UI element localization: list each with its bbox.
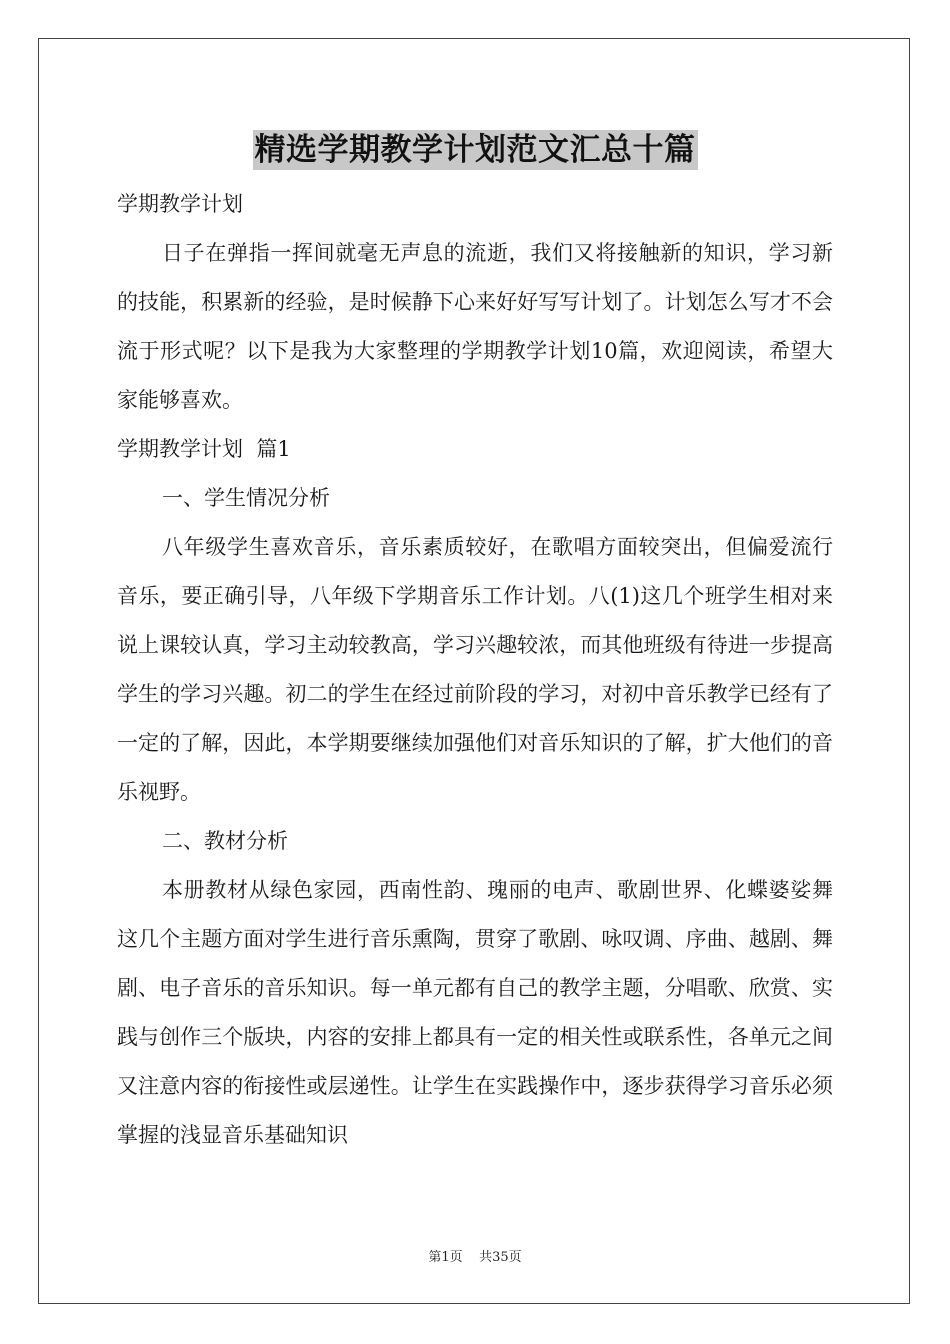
page-number: 第1页 共35页 [428, 1250, 522, 1265]
part2-paragraph: 本册教材从绿色家园，西南性韵、瑰丽的电声、歌剧世界、化蝶婆娑舞这几个主题方面对学生进行音乐熏陶，贯穿了歌剧、咏叹调、序曲、越剧、舞剧、电子音乐的音乐知识。每一单元都有自己的教学主题，分唱歌、欣赏、实践与创作三个版块，内容的安排上都具有一定的相关性或联系性，各单元之间又注意内容的衔接性或层递性。让学生在实践操作中，逐步获得学习音乐必须掌握的浅显音乐基础知识 [117, 878, 833, 1147]
part1-heading: 一、学生情况分析 [162, 486, 330, 510]
page-footer [0, 1246, 950, 1265]
part1-paragraph: 八年级学生喜欢音乐，音乐素质较好，在歌唱方面较突出，但偏爱流行音乐，要正确引导，八年级下学期音乐工作计划。八(1)这几个班学生相对来说上课较认真，学习主动较教高，学习兴趣较浓，而其他班级有待进一步提高学生的学习兴趣。初二的学生在经过前阶段的学习，对初中音乐教学已经有了一定的了解，因此，本学期要继续加强他们对音乐知识的了解，扩大他们的音乐视野。 [117, 535, 833, 804]
title-container [0, 130, 950, 170]
document-heading: 学期教学计划 [117, 192, 243, 216]
section-title: 学期教学计划 篇1 [117, 437, 291, 461]
part2-heading: 二、教材分析 [162, 829, 288, 853]
intro-paragraph: 日子在弹指一挥间就毫无声息的流逝，我们又将接触新的知识，学习新的技能，积累新的经验，是时候静下心来好好写写计划了。计划怎么写才不会流于形式呢？以下是我为大家整理的学期教学计划10篇，欢迎阅读，希望大家能够喜欢。 [117, 241, 833, 412]
document-body [117, 180, 833, 1160]
document-title: 精选学期教学计划范文汇总十篇 [254, 132, 696, 168]
